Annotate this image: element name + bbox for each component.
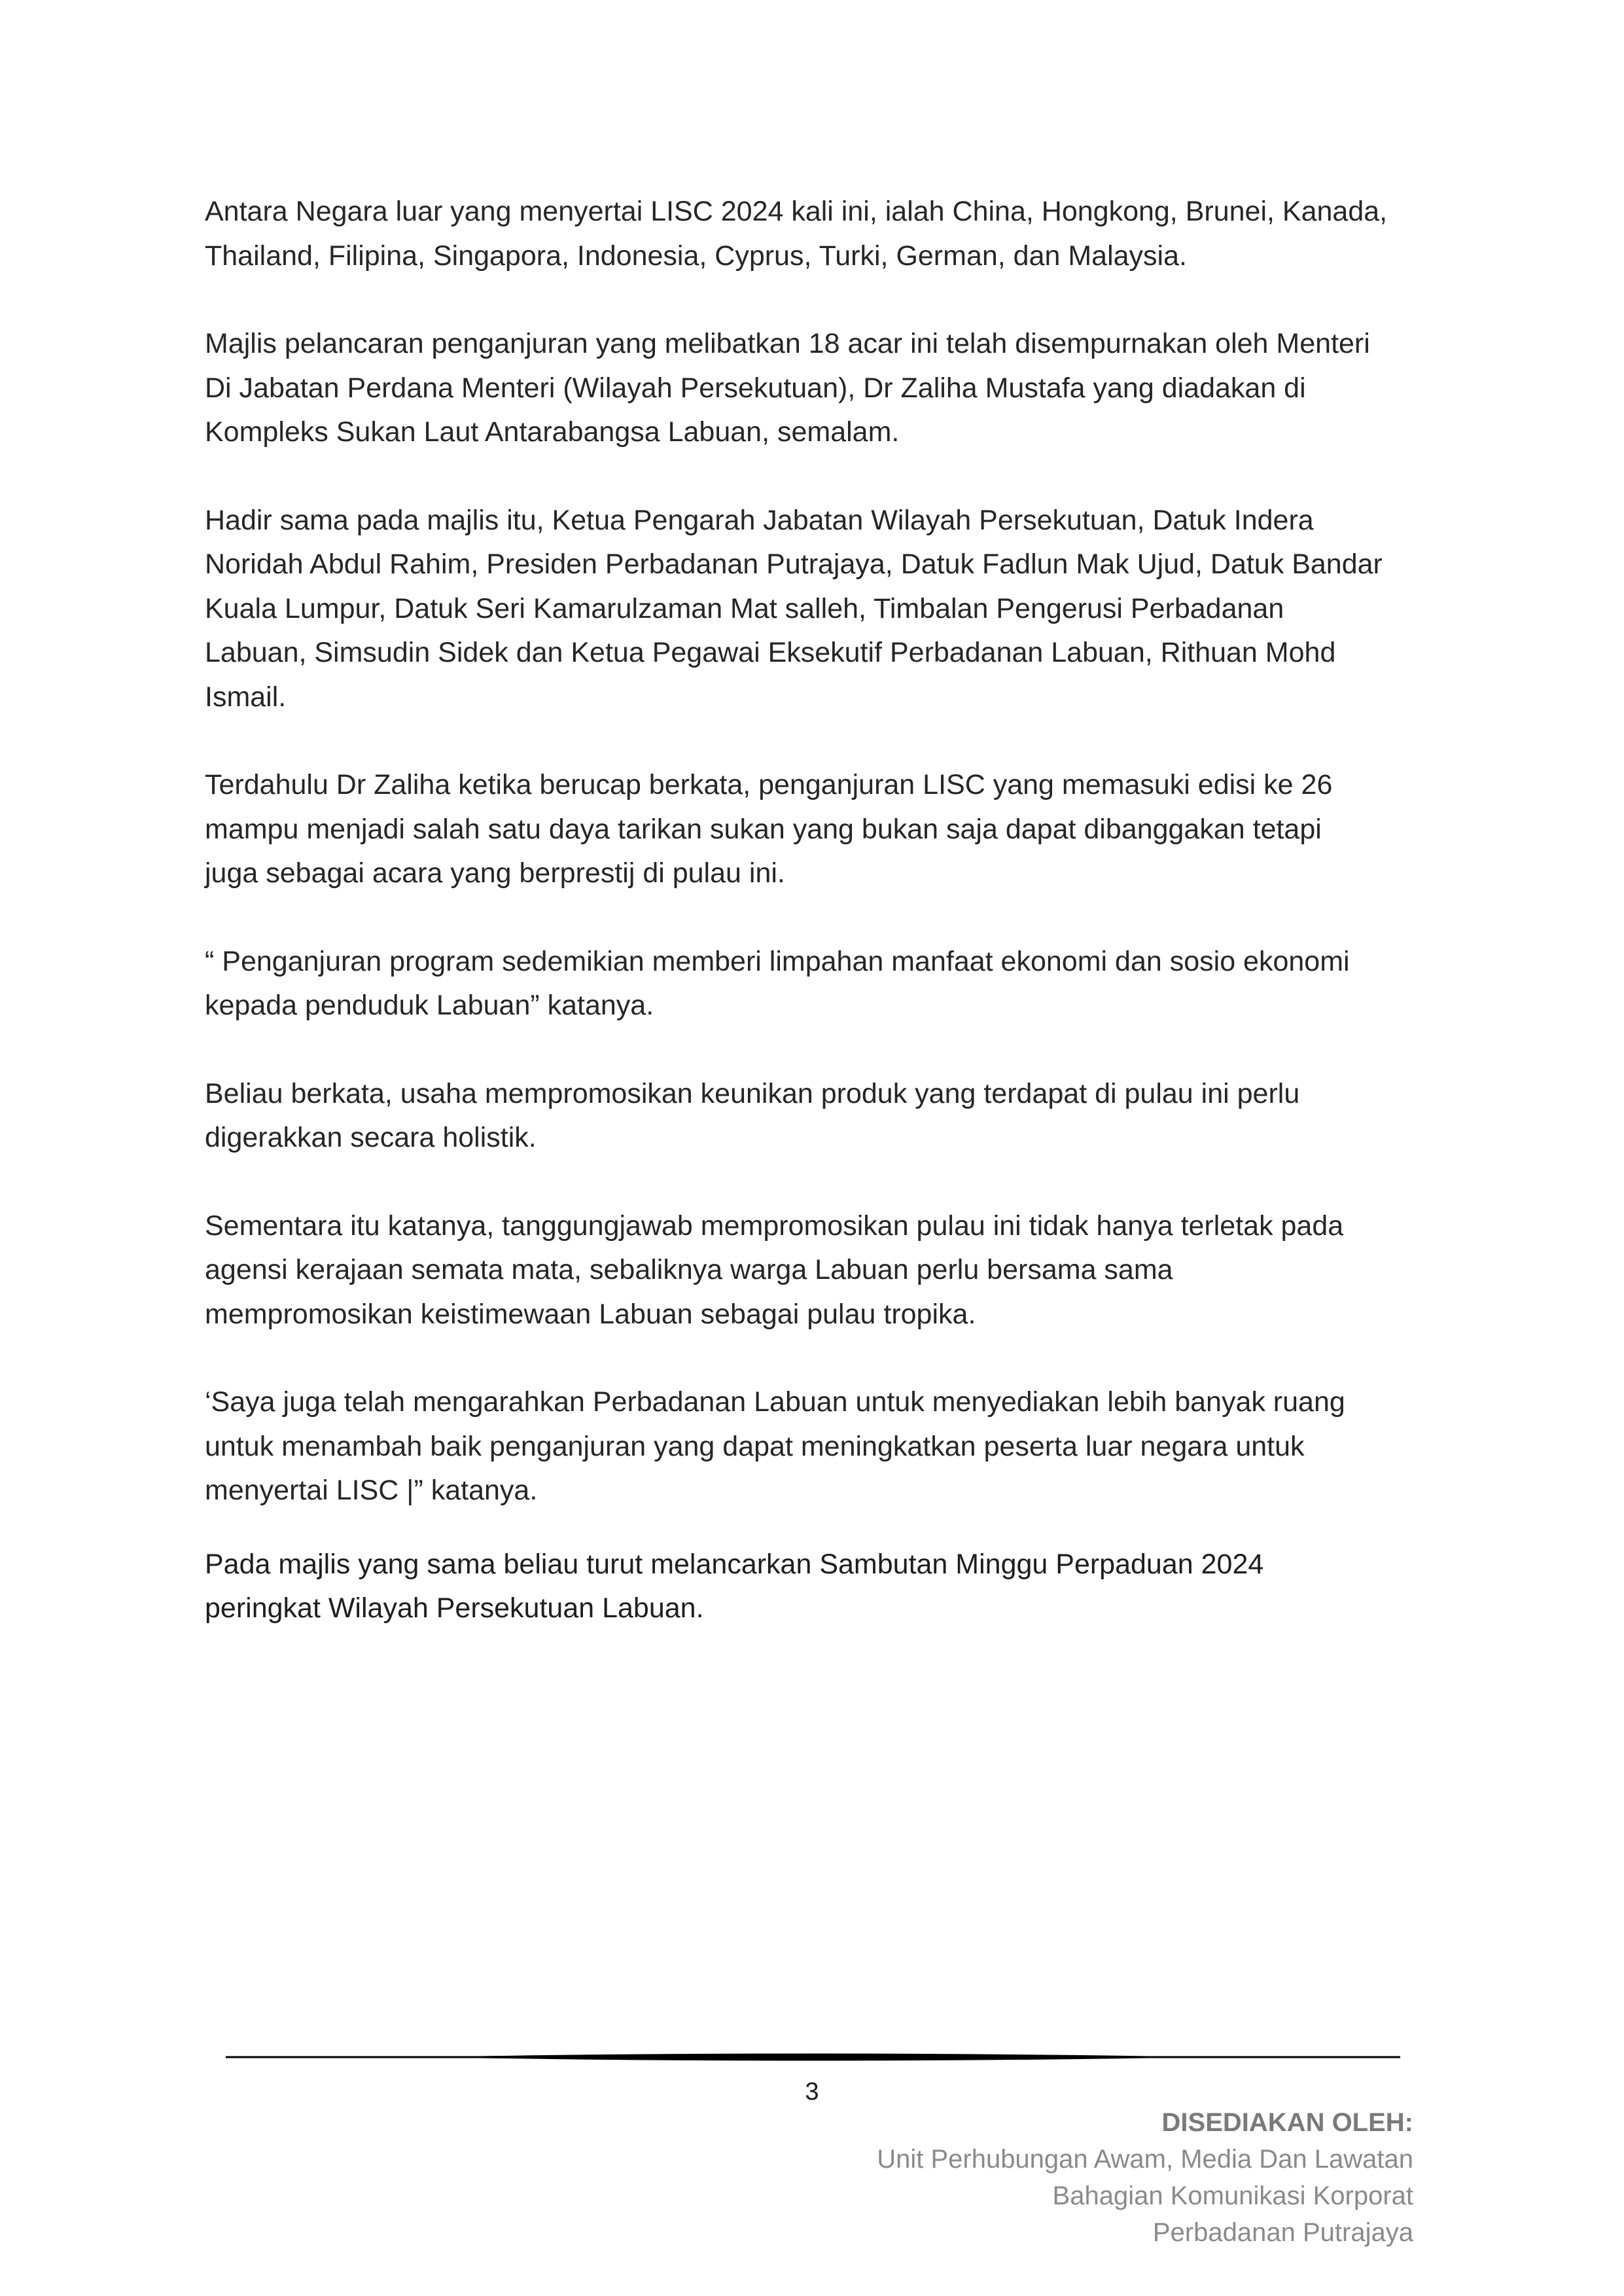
article-body [205, 190, 1448, 1675]
paragraph-speech: Terdahulu Dr Zaliha ketika berucap berkata, penganjuran LISC yang memasuki edisi ke 26 mampu menjadi salah satu daya tarikan sukan yang bukan saja dapat dibanggakan tetapi juga sebagai acara yang berprestij di pulau ini. [205, 769, 1333, 889]
paragraph-directive: ‘Saya juga telah mengarahkan Perbadanan Labuan untuk menyediakan lebih banyak ruang untuk menambah baik penganjuran yang dapat meningkatkan peserta luar negara untuk menyertai LISC |” katanya. [205, 1386, 1345, 1506]
paragraph-attendees: Hadir sama pada majlis itu, Ketua Pengarah Jabatan Wilayah Persekutuan, Datuk Indera Noridah Abdul Rahim, Presiden Perbadanan Putrajaya, Datuk Fadlun Mak Ujud, Datuk Bandar Kuala Lumpur, Datuk Seri Kamarulzaman Mat salleh, Timbalan Pengerusi Perbadanan Labuan, Simsudin Sidek dan Ketua Pegawai Eksekutif Perbadanan Labuan, Rithuan Mohd Ismail. [205, 504, 1383, 713]
prepared-by-unit: Unit Perhubungan Awam, Media Dan Lawatan [877, 2145, 1413, 2174]
prepared-by-block [877, 2104, 1413, 2251]
paragraph-responsibility: Sementara itu katanya, tanggungjawab mempromosikan pulau ini tidak hanya terletak pada agensi kerajaan semata mata, sebaliknya warga Labuan perlu bersama sama mempromosikan keistimewaan Labuan sebagai pulau tropika. [205, 1210, 1344, 1330]
paragraph-unity-week: Pada majlis yang sama beliau turut melancarkan Sambutan Minggu Perpaduan 2024 peringkat Wilayah Persekutuan Labuan. [205, 1548, 1264, 1624]
prepared-by-division: Bahagian Komunikasi Korporat [1052, 2181, 1413, 2210]
paragraph-quote: “ Penganjuran program sedemikian memberi limpahan manfaat ekonomi dan sosio ekonomi kepada penduduk Labuan” katanya. [205, 945, 1350, 1021]
footer-divider [226, 2050, 1400, 2064]
paragraph-launch: Majlis pelancaran penganjuran yang melibatkan 18 acar ini telah disempurnakan oleh Menteri Di Jabatan Perdana Menteri (Wilayah Persekutuan), Dr Zaliha Mustafa yang diadakan di Kompleks Sukan Laut Antarabangsa Labuan, semalam. [205, 328, 1370, 448]
page-number: 3 [805, 2078, 819, 2106]
prepared-by-heading: DISEDIAKAN OLEH: [1161, 2108, 1413, 2137]
prepared-by-organization: Perbadanan Putrajaya [1152, 2218, 1413, 2247]
paragraph-promotion: Beliau berkata, usaha mempromosikan keunikan produk yang terdapat di pulau ini perlu digerakkan secara holistik. [205, 1077, 1300, 1153]
paragraph-countries: Antara Negara luar yang menyertai LISC 2024 kali ini, ialah China, Hongkong, Brunei, Kanada, Thailand, Filipina, Singapora, Indonesia, Cyprus, Turki, German, dan Malaysia. [205, 196, 1388, 272]
